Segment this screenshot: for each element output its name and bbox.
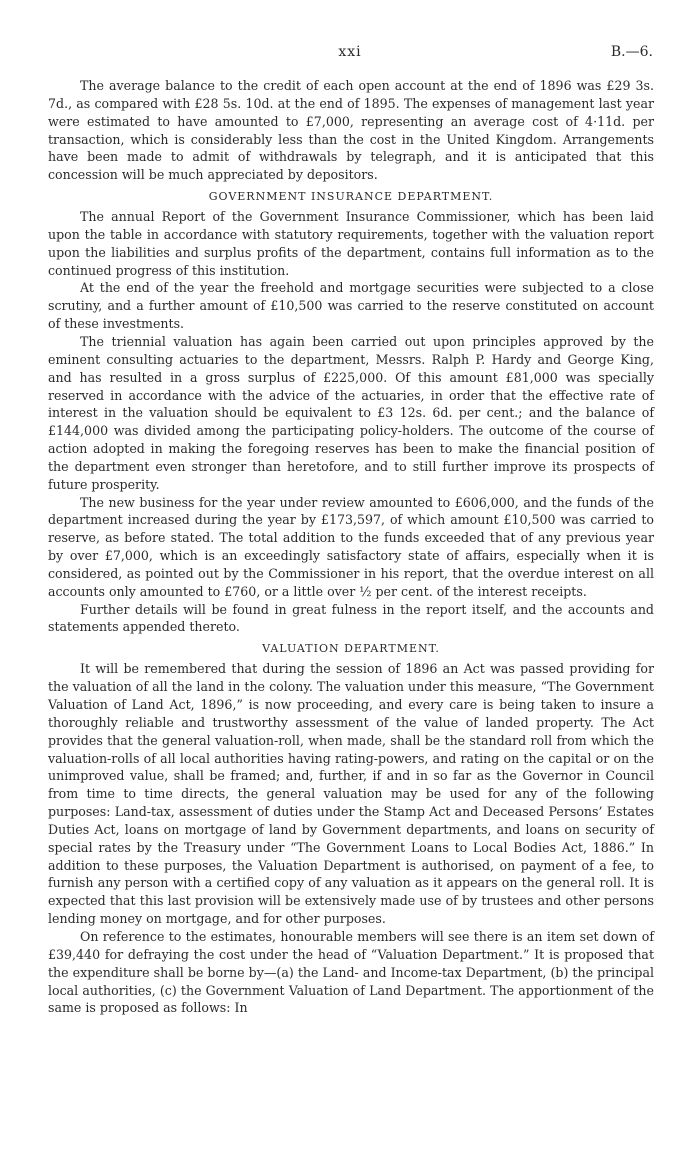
- heading-valuation-department: VALUATION DEPARTMENT.: [262, 642, 440, 656]
- paragraph-insurance-details: Further details will be found in great fulness in the report itself, and the accounts and statements appended thereto.: [48, 601, 654, 635]
- paragraph-insurance-new-business: The new business for the year under review amounted to £606,000, and the funds of the department increased during the year by £173,597, of which amount £10,500 was carried to reserve, as before stated. The total addition to the funds exceeded that of any previous year by over £7,000, which is an exceedingly satisfactory state of affairs, especially when it is considered, as pointed out by the Commissioner in his report, that the overdue interest on all accounts only amounted to £760, or a little over ½ per cent. of the interest receipts.: [48, 494, 654, 599]
- page-number: xxi: [338, 44, 362, 60]
- page-header: [0, 44, 700, 64]
- paragraph-insurance-report: The annual Report of the Government Insurance Commissioner, which has been laid upon the table in accordance with statutory requirements, together with the valuation report upon the liabilities and surplus profits of the department, contains full information as to the continued progress of this institution.: [48, 209, 654, 278]
- heading-government-insurance: GOVERNMENT INSURANCE DEPARTMENT.: [208, 190, 494, 204]
- paragraph-savings-balance: The average balance to the credit of each open account at the end of 1896 was £29 3s. 7d., as compared with £28 5s. 10d. at the end of 1895. The expenses of management last year were estimated to have amounted to £7,000, representing an average cost of 4·11d. per transaction, which is considerably less than the cost in the United Kingdom. Arrangements have been made to admit of withdrawals by telegraph, and it is anticipated that this concession will be much appreciated by depositors.: [48, 78, 654, 183]
- paragraph-valuation-act: It will be remembered that during the session of 1896 an Act was passed providing for the valuation of all the land in the colony. The valuation under this measure, “The Government Valuation of Land Act, 1896,” is now proceeding, and every care is being taken to insure a thoroughly reliable and trustworthy assessment of the value of landed property. The Act provides that the general valuation-roll, when made, shall be the standard roll from which the valuation-rolls of all local authorities having rating-powers, and rating on the capital or on the unimproved value, shall be framed; and, further, if and in so far as the Governor in Council from time to time directs, the general valuation may be used for any of the following purposes: Land-tax, assessment of duties under the Stamp Act and Deceased Persons’ Estates Duties Act, loans on mortgage of land by Government departments, and loans on security of special rates by the Treasury under “The Government Loans to Local Bodies Act, 1886.” In addition to these purposes, the Valuation Department is authorised, on payment of a fee, to furnish any person with a certified copy of any valuation as it appears on the general roll. It is expected that this last provision will be extensively made use of by trustees and other persons lending money on mortgage, and for other purposes.: [48, 661, 654, 927]
- document-reference: B.—6.: [610, 44, 653, 60]
- paragraph-insurance-securities: At the end of the year the freehold and mortgage securities were subjected to a close scrutiny, and a further amount of £10,500 was carried to the reserve constituted on account of these investments.: [48, 280, 654, 332]
- paragraph-valuation-estimates: On reference to the estimates, honourable members will see there is an item set down of £39,440 for defraying the cost under the head of “Valuation Department.” It is proposed that the expenditure shall be borne by—(a) the Land- and Income-tax Department, (b) the principal local authorities, (c) the Government Valuation of Land Department. The apportionment of the same is proposed as follows: In: [48, 928, 654, 1016]
- paragraph-insurance-valuation: The triennial valuation has again been carried out upon principles approved by the eminent consulting actuaries to the department, Messrs. Ralph P. Hardy and George King, and has resulted in a gross surplus of £225,000. Of this amount £81,000 was specially reserved in accordance with the advice of the actuaries, in order that the effective rate of interest in the valuation should be equivalent to £3 12s. 6d. per cent.; and the balance of £144,000 was divided among the participating policy-holders. The outcome of the course of action adopted in making the foregoing reserves has been to make the financial position of the department even stronger than heretofore, and to still further improve its prospects of future prosperity.: [48, 333, 654, 492]
- document-body: [48, 77, 654, 1017]
